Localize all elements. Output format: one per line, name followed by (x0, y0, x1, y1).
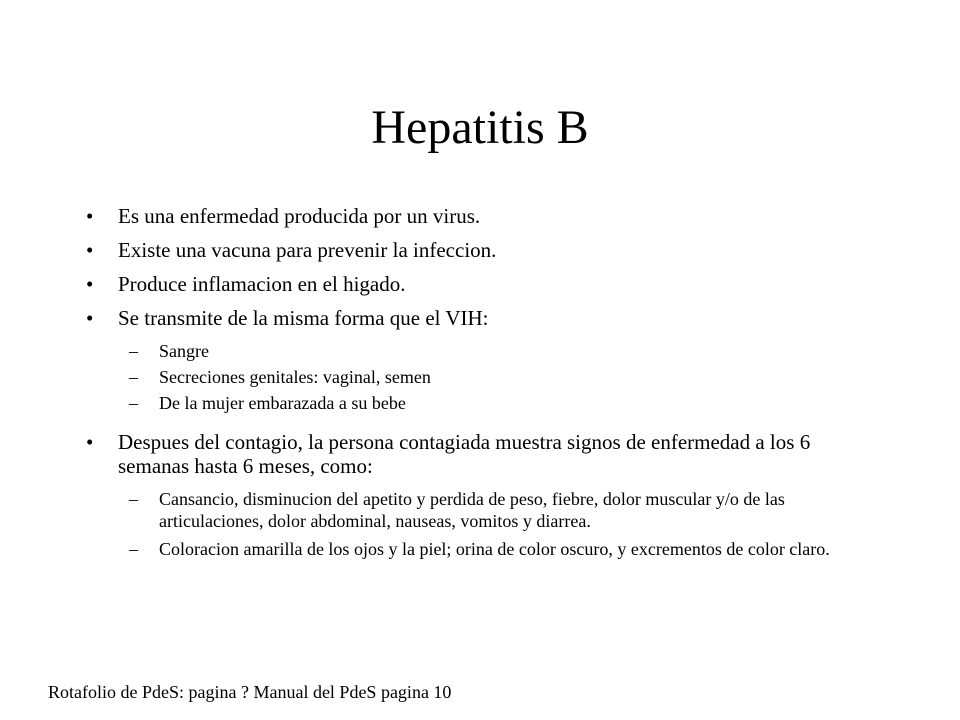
bullet-item (86, 238, 886, 262)
dash-marker: – (129, 341, 138, 361)
sub-item (86, 538, 886, 560)
dash-marker: – (129, 393, 138, 413)
slide-footer: Rotafolio de PdeS: pagina ? Manual del PdeS pagina 10 (48, 682, 452, 702)
sub-item-text: Sangre (159, 341, 209, 361)
sub-item (86, 340, 886, 362)
sub-item-text: De la mujer embarazada a su bebe (159, 393, 406, 413)
bullet-item (86, 306, 886, 330)
sub-item (86, 392, 886, 414)
bullet-marker: • (86, 306, 94, 330)
bullet-item (86, 272, 886, 296)
dash-marker: – (129, 367, 138, 387)
dash-marker: – (129, 489, 138, 509)
bullet-text: Se transmite de la misma forma que el VIH: (118, 306, 489, 330)
bullet-marker: • (86, 272, 94, 296)
sub-item (86, 366, 886, 388)
bullet-text: Despues del contagio, la persona contagiada muestra signos de enfermedad a los 6 semanas hasta 6 meses, como: (118, 430, 811, 478)
dash-marker: – (129, 539, 138, 559)
bullet-marker: • (86, 204, 94, 228)
bullet-text: Existe una vacuna para prevenir la infeccion. (118, 238, 497, 262)
bullet-item (86, 430, 886, 478)
bullet-text: Es una enfermedad producida por un virus. (118, 204, 481, 228)
bullet-text: Produce inflamacion en el higado. (118, 272, 406, 296)
sub-item-text: Secreciones genitales: vaginal, semen (159, 367, 431, 387)
bullet-marker: • (86, 430, 94, 454)
sub-item-text: Cansancio, disminucion del apetito y perdida de peso, fiebre, dolor muscular y/o de las articulaciones, dolor abdominal, nauseas, vomitos y diarrea. (159, 489, 785, 531)
slide-title: Hepatitis B (371, 101, 589, 154)
bullet-list (86, 204, 886, 566)
sub-item (86, 488, 886, 532)
bullet-item (86, 204, 886, 228)
bullet-marker: • (86, 238, 94, 262)
sub-item-text: Coloracion amarilla de los ojos y la piel; orina de color oscuro, y excrementos de color claro. (159, 539, 830, 559)
